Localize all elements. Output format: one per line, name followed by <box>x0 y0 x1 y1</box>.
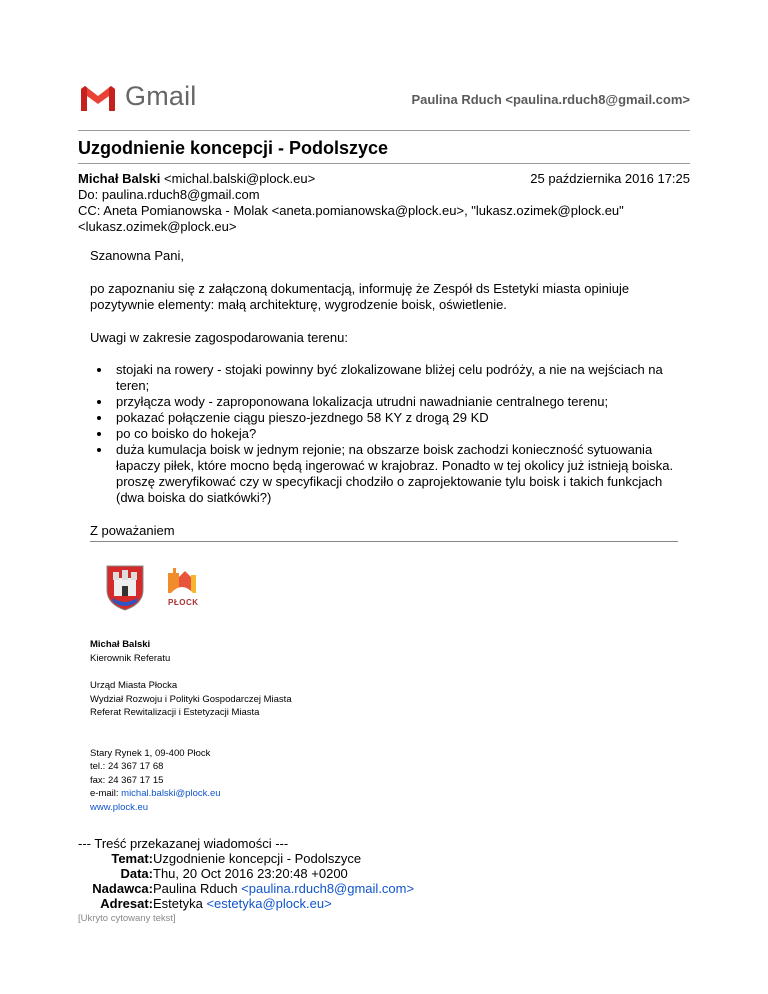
recipient-cc-cont: <lukasz.ozimek@plock.eu> <box>78 219 237 234</box>
forwarded-header: --- Treść przekazanej wiadomości --- <box>78 836 289 851</box>
closing: Z poważaniem <box>90 523 175 538</box>
signature-address: Stary Rynek 1, 09-400 Płock <box>90 747 211 759</box>
list-item: • pokazać połączenie ciągu pieszo-jezdnego 58 KY z drogą 29 KD <box>112 410 690 426</box>
forwarded-subject-label: Temat: <box>111 851 153 866</box>
signature <box>90 638 292 814</box>
message-subject: Uzgodnienie koncepcji - Podolszyce <box>78 138 389 158</box>
coat-of-arms-icon <box>105 564 145 612</box>
forwarded-date-label: Data: <box>120 866 153 881</box>
signature-tel: tel.: 24 367 17 68 <box>90 761 164 772</box>
remarks-intro: Uwagi w zakresie zagospodarowania terenu: <box>90 330 348 345</box>
hidden-quoted-text[interactable]: [Ukryto cytowany tekst] <box>78 913 176 924</box>
signature-fax: fax: 24 367 17 15 <box>90 774 164 786</box>
plock-logo-caption: PŁOCK <box>168 598 199 607</box>
message-header <box>78 171 690 235</box>
list-item: • po co boisko do hokeja? <box>112 426 690 442</box>
signature-org: Urząd Miasta Płocka <box>90 680 178 691</box>
recipient-to: Do: paulina.rduch8@gmail.com <box>78 187 260 202</box>
sender-email[interactable]: <michal.balski@plock.eu> <box>164 171 316 186</box>
forwarded-message <box>78 836 414 926</box>
account-owner: Paulina Rduch <paulina.rduch8@gmail.com> <box>411 92 690 107</box>
signature-unit: Referat Rewitalizacji i Estetyzacji Miasta <box>90 707 260 718</box>
list-item: • przyłącza wody - zaproponowana lokalizacja utrudni nawadnianie centralnego terenu; <box>112 394 690 410</box>
forwarded-sender-name: Paulina Rduch <box>153 881 242 896</box>
remarks-list <box>90 362 690 506</box>
signature-email-link[interactable]: michal.balski@plock.eu <box>121 788 221 799</box>
forwarded-recipient-email[interactable]: <estetyka@plock.eu> <box>206 896 332 911</box>
signature-title: Kierownik Referatu <box>90 652 171 664</box>
gmail-logo-icon <box>78 83 118 113</box>
recipient-cc: CC: Aneta Pomianowska - Molak <aneta.pomianowska@plock.eu>, "lukasz.ozimek@plock.eu" <box>78 203 624 218</box>
forwarded-sender-label: Nadawca: <box>92 881 153 896</box>
forwarded-subject: Uzgodnienie koncepcji - Podolszyce <box>153 851 362 866</box>
forwarded-recipient-name: Estetyka <box>153 896 207 911</box>
list-item: • duża kumulacja boisk w jednym rejonie; na obszarze boisk zachodzi konieczność sytuowania łapaczy piłek, które mocno będą ingerować w krajobraz. Ponadto w tej okolicy już istnieją boiska. proszę zweryfikować czy w specyfikacji chodziło o zaprojektowanie tylu boisk i takich funkcjach (dwa boiska do siatkówki?) <box>112 442 690 506</box>
message-date: 25 października 2016 17:25 <box>530 171 690 186</box>
gmail-wordmark: Gmail <box>125 81 197 111</box>
header-divider <box>78 130 690 131</box>
signature-name: Michał Balski <box>90 639 151 650</box>
forwarded-date: Thu, 20 Oct 2016 23:20:48 +0200 <box>153 866 348 881</box>
list-item: • stojaki na rowery - stojaki powinny być zlokalizowane bliżej celu podróży, a nie na wejściach na teren; <box>112 362 690 394</box>
sender-name: Michał Balski <box>78 171 161 186</box>
signature-department: Wydział Rozwoju i Polityki Gospodarczej Miasta <box>90 693 292 705</box>
plock-logo-icon <box>165 565 199 595</box>
signature-separator <box>90 541 678 542</box>
body-paragraph: po zapoznaniu się z załączoną dokumentacją, informuję że Zespół ds Estetyki miasta opiniuje pozytywnie elementy: małą architekturę, wygrodzenie boisk, oświetlenie. <box>90 281 630 312</box>
forwarded-sender-email[interactable]: <paulina.rduch8@gmail.com> <box>241 881 415 896</box>
email-label: e-mail: <box>90 788 122 799</box>
forwarded-recipient-label: Adresat: <box>100 896 153 911</box>
subject-divider <box>78 163 690 164</box>
signature-www-link[interactable]: www.plock.eu <box>90 801 149 813</box>
message-body <box>90 248 690 539</box>
signature-email-row <box>90 787 292 801</box>
greeting: Szanowna Pani, <box>90 248 184 263</box>
